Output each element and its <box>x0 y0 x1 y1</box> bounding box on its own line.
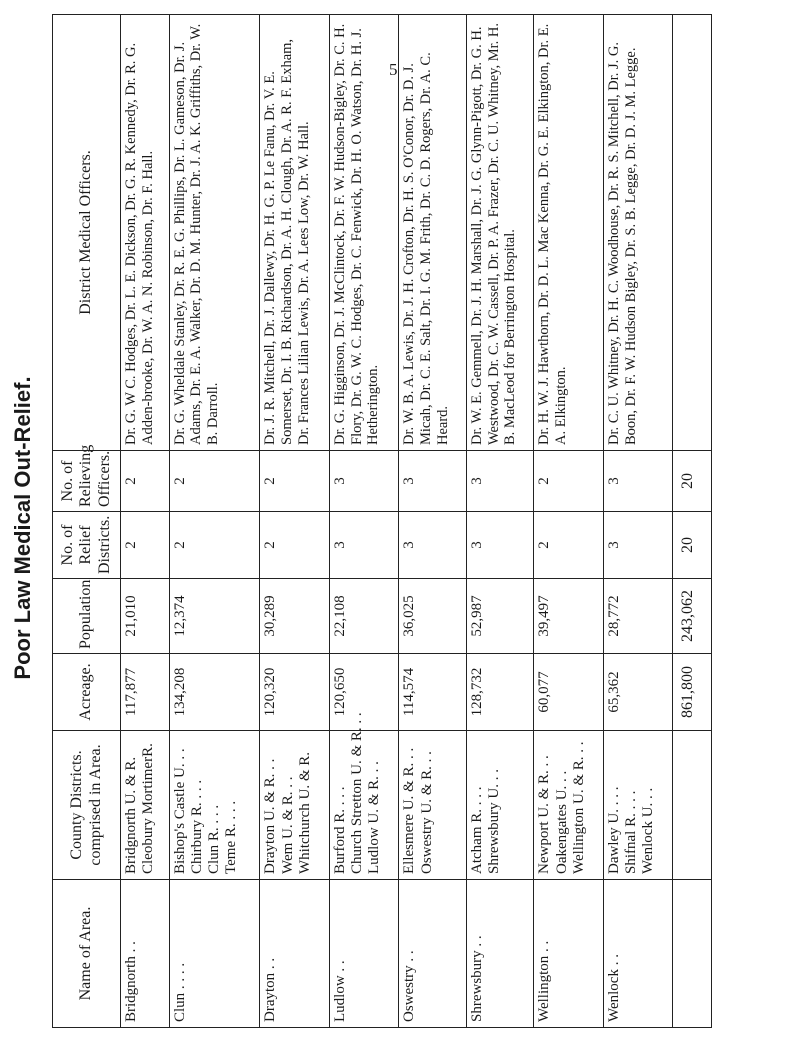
acreage-cell: 134,208 <box>169 654 260 731</box>
medical-officers-cell: Dr. G. Higginson, Dr. J. McClintock, Dr. F. W. Hudson-Bigley, Dr. C. H. Flory, Dr. G. W. C. Hodges, Dr. C. Fenwick, Dr. H. O. Watson, Dr. H. J. Hetherington. <box>329 15 399 451</box>
area-name-cell: Wellington . . <box>534 880 604 1028</box>
total-relieving-officers-cell: 20 <box>673 451 712 512</box>
medical-officers-cell: Dr. G. W C. Hodges, Dr. L. E. Dickson, Dr. G. R. Kennedy, Dr. R. G. Adden-brooke, Dr. W. A. N. Robinson, Dr. F. Hall. <box>121 15 169 451</box>
county-district-name: Atcham R. . . . <box>468 786 485 874</box>
area-name-cell: Drayton . . <box>260 880 330 1028</box>
acreage-cell: 117,877 <box>121 654 169 731</box>
acreage-cell: 120,320 <box>260 654 330 731</box>
area-name-cell: Ludlow . . <box>329 880 399 1028</box>
table-row <box>329 15 399 1028</box>
header-population: Population <box>53 579 121 654</box>
population-cell: 21,010 <box>121 579 169 654</box>
relief-districts-cell: 3 <box>399 512 466 579</box>
relieving-officers-cell: 3 <box>603 451 673 512</box>
county-district-name: Whitchurch U. & R. <box>296 751 313 874</box>
county-district-name: Bishop's Castle U. . . <box>171 748 188 874</box>
county-district-name: Oswestry U. & R. . . <box>418 751 435 874</box>
county-district-name: Ellesmere U. & R. . . <box>401 747 418 874</box>
relieving-officers-cell: 3 <box>329 451 399 512</box>
table-header-row <box>53 15 121 1028</box>
acreage-cell: 114,574 <box>399 654 466 731</box>
totals-blank-cell <box>673 731 712 880</box>
relief-districts-cell: 3 <box>603 512 673 579</box>
county-district-name: Chirbury R. . . . <box>188 779 205 874</box>
medical-officers-cell: Dr. G. Wheldale Stanley, Dr. R. E. G. Phillips, Dr. L. Gameson, Dr. J. Adams, Dr. E. A. Walker, Dr. D. M. Hunter, Dr. J. A. K. Griffiths, Dr. W. B. Darroll. <box>169 15 260 451</box>
county-districts-cell <box>169 731 260 880</box>
header-relieving-officers: No. of Relieving Officers. <box>53 451 121 512</box>
county-district-name: Bridgnorth U. & R. <box>123 756 140 874</box>
table-body <box>121 15 712 1028</box>
county-district-name: Wem U. & R. . . <box>279 776 296 874</box>
county-districts-cell <box>534 731 604 880</box>
totals-blank-cell <box>673 15 712 451</box>
medical-relief-table <box>52 14 712 1028</box>
header-acreage: Acreage. <box>53 654 121 731</box>
county-district-name: Shrewsbury U. . . <box>486 769 503 874</box>
population-cell: 12,374 <box>169 579 260 654</box>
county-district-name: Drayton U. & R. . . <box>262 758 279 874</box>
county-districts-cell <box>399 731 466 880</box>
county-district-name: Teme R. . . . <box>223 800 240 874</box>
page-title-vertical <box>0 0 46 1056</box>
relief-districts-cell: 2 <box>534 512 604 579</box>
page-number: 5 <box>389 60 398 79</box>
table-row <box>534 15 604 1028</box>
medical-officers-cell: Dr. C. U. Whitney, Dr. H. C. Woodhouse, Dr. R. S. Mitchell, Dr. J. G. Boon, Dr. F. W. Hudson Bigley, Dr. S. B. Legge, Dr. D. J. M. Legge. <box>603 15 673 451</box>
table-row <box>169 15 260 1028</box>
county-district-name: Wellington U. & R. . . <box>570 741 587 874</box>
totals-blank-cell <box>673 880 712 1028</box>
table-row <box>603 15 673 1028</box>
relieving-officers-cell: 2 <box>260 451 330 512</box>
area-name-cell: Bridgnorth . . <box>121 880 169 1028</box>
totals-row <box>673 15 712 1028</box>
relief-districts-cell: 2 <box>169 512 260 579</box>
county-district-name: Clun R. . . . <box>206 804 223 874</box>
relief-districts-cell: 3 <box>466 512 533 579</box>
county-districts-cell <box>260 731 330 880</box>
total-relief-districts-cell: 20 <box>673 512 712 579</box>
relief-districts-cell: 2 <box>260 512 330 579</box>
county-district-name: Burford R. . . . <box>331 786 348 874</box>
medical-officers-cell: Dr. H. W. J. Hawthorn, Dr. D. L. Mac Kenna, Dr. G. E. Elkington, Dr. E. A. Elkington. <box>534 15 604 451</box>
relieving-officers-cell: 3 <box>399 451 466 512</box>
total-population-cell: 243,062 <box>673 579 712 654</box>
medical-officers-cell: Dr. W. B. A. Lewis, Dr. J. H. Crofton, Dr. H. S. O'Conor, Dr. D. J. Micah, Dr. C. E. Salt, Dr. I. G. M. Frith, Dr. C. D. Rogers, Dr. A. C. Heard. <box>399 15 466 451</box>
county-district-name: Newport U. & R. . . <box>536 755 553 874</box>
acreage-cell: 120,650 <box>329 654 399 731</box>
acreage-cell: 60,077 <box>534 654 604 731</box>
county-district-name: Ludlow U. & R. . . <box>366 761 383 874</box>
area-name-cell: Shrewsbury . . <box>466 880 533 1028</box>
county-district-name: Shifnal R. . . . <box>623 790 640 874</box>
header-name-of-area: Name of Area. <box>53 880 121 1028</box>
county-district-name: Dawley U. . . . <box>605 786 622 874</box>
population-cell: 39,497 <box>534 579 604 654</box>
header-relief-districts: No. of Relief Districts. <box>53 512 121 579</box>
county-districts-cell <box>121 731 169 880</box>
area-name-cell: Clun . . . . <box>169 880 260 1028</box>
population-cell: 52,987 <box>466 579 533 654</box>
area-name-cell: Oswestry . . <box>399 880 466 1028</box>
population-cell: 22,108 <box>329 579 399 654</box>
total-acreage-cell: 861,800 <box>673 654 712 731</box>
table-row <box>121 15 169 1028</box>
page-title: Poor Law Medical Out-Relief. <box>10 376 35 680</box>
area-name-cell: Wenlock . . <box>603 880 673 1028</box>
acreage-cell: 128,732 <box>466 654 533 731</box>
relief-districts-cell: 3 <box>329 512 399 579</box>
population-cell: 30,289 <box>260 579 330 654</box>
county-district-name: Wenlock U. . . <box>640 787 657 874</box>
relieving-officers-cell: 3 <box>466 451 533 512</box>
table-row <box>466 15 533 1028</box>
county-districts-cell <box>603 731 673 880</box>
county-districts-cell <box>329 712 399 880</box>
county-districts-cell <box>466 731 533 880</box>
table-row <box>399 15 466 1028</box>
table-row <box>260 15 330 1028</box>
relieving-officers-cell: 2 <box>169 451 260 512</box>
population-cell: 28,772 <box>603 579 673 654</box>
medical-officers-cell: Dr. J. R. Mitchell, Dr. J. Dallewy, Dr. H. G. P. Le Fanu, Dr. V. E. Somerset, Dr. I. B. Richardson, Dr. A. H. Clough, Dr. A. R. F. Exham, Dr. Frances Lilian Lewis, Dr. A. Lees Low, Dr. W. Hall. <box>260 15 330 451</box>
rotated-table-container <box>52 23 712 1028</box>
relief-districts-cell: 2 <box>121 512 169 579</box>
relieving-officers-cell: 2 <box>534 451 604 512</box>
header-county-districts: County Districts. comprised in Area. <box>53 731 121 880</box>
acreage-cell: 65,362 <box>603 654 673 731</box>
county-district-name: Church Stretton U. & R. . . <box>349 712 366 874</box>
header-medical-officers: District Medical Officers. <box>53 15 121 451</box>
population-cell: 36,025 <box>399 579 466 654</box>
relieving-officers-cell: 2 <box>121 451 169 512</box>
county-district-name: Oakengates U. . . <box>553 770 570 874</box>
medical-officers-cell: Dr. W. E. Gemmell, Dr. J. H. Marshall, Dr. J. G. Glynn-Pigott, Dr. G. H. Westwood, Dr. C. W. Cassell, Dr. P. A. Frazer, Dr. C. U. Whitney, Mr. H. B. MacLeod for Berrington Hospital. <box>466 15 533 451</box>
county-district-name: Cleobury MortimerR. <box>140 743 157 874</box>
